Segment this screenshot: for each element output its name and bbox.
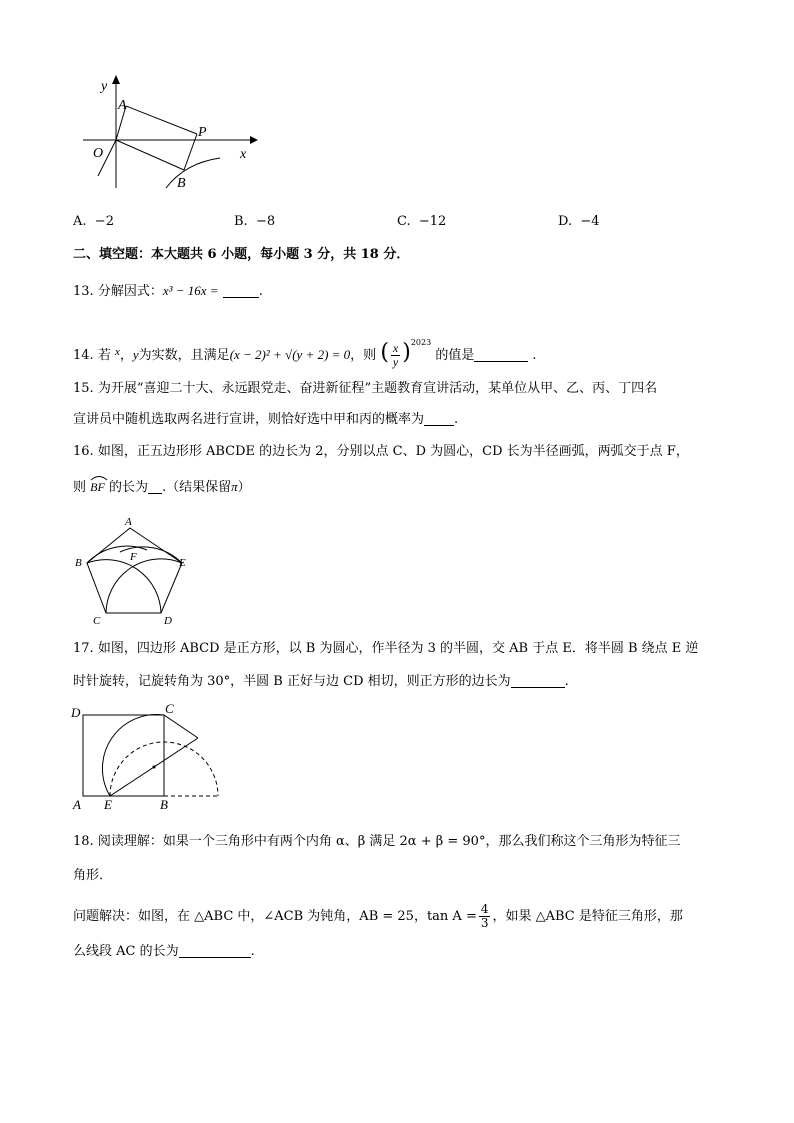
math-expression: x³ − 16x = <box>162 283 219 298</box>
q12-option-d[interactable] <box>558 213 600 231</box>
question-16-line2: 则 BF 的长为 .（结果保留π） <box>73 478 251 497</box>
fig12-A-label: A <box>118 98 127 113</box>
q12-figure <box>80 70 270 195</box>
fig16-B-label: B <box>75 557 82 569</box>
question-15-line2: 宣讲员中随机选取两名进行宣讲，则恰好选中甲和丙的概率为 . <box>73 412 459 427</box>
option-letter: B. <box>234 214 248 229</box>
exponent: 2023 <box>410 338 432 347</box>
question-17-line2: 时针旋转，记旋转角为 30°，半圆 B 正好与边 CD 相切，则正方形的边长为 . <box>73 674 569 689</box>
question-number: 14. <box>73 348 94 363</box>
q16-pentagon-figure <box>70 512 200 630</box>
answer-blank[interactable] <box>223 283 259 298</box>
question-16-line1: 16. 如图，正五边形形 ABCDE 的边长为 2，分别以点 C、D 为圆心，CD 长为半径画弧，两弧交于点 F， <box>73 444 689 459</box>
option-letter: A. <box>73 214 87 229</box>
question-18-line3: 问题解决：如图，在 △ABC 中，∠ACB 为钝角，AB = 25，tan A = $\frac{4}{3}$ ，如果 △ABC 是特征三角形，那 <box>73 902 683 930</box>
question-number: 13. <box>73 284 94 299</box>
fraction-4-3: $\frac{4}{3}$ <box>480 902 489 930</box>
q12-option-a[interactable] <box>73 213 114 231</box>
question-18-line4: 么线段 AC 的长为 . <box>73 944 255 959</box>
arc-bf: BF <box>90 478 105 497</box>
fig12-x-label: x <box>240 147 247 162</box>
answer-blank[interactable] <box>474 347 528 362</box>
question-14: 14. 若 $^x$，y为实数，且满足(x − 2)² + √(y + 2) = 0，则 ( $\frac{x}{y}$ )$^{2023}$ 的值是 . <box>73 338 537 369</box>
math-expression: (x − 2)² + √(y + 2) = 0 <box>229 347 351 362</box>
question-number: 18. <box>73 834 94 849</box>
q12-option-c[interactable] <box>397 213 446 231</box>
question-18-line2: 角形． <box>73 868 113 883</box>
fig17-D-label: D <box>71 705 81 720</box>
fig12-O-label: O <box>93 146 104 161</box>
option-value: −8 <box>255 214 276 229</box>
fig16-D-label: D <box>164 615 172 627</box>
fig16-F-label: F <box>130 551 137 563</box>
option-value: −12 <box>418 214 447 229</box>
section-heading: 二、填空题：本大题共 6 小题，每小题 3 分，共 18 分． <box>73 247 410 262</box>
option-value: −4 <box>580 214 600 229</box>
fraction-xy: ( <box>380 340 389 365</box>
answer-blank[interactable] <box>179 943 251 958</box>
option-letter: C. <box>397 214 411 229</box>
answer-blank[interactable] <box>148 479 162 494</box>
fig16-E-label: E <box>179 557 186 569</box>
question-18-line1: 18. 阅读理解：如果一个三角形中有两个内角 α、β 满足 2α + β = 90°，那么我们称这个三角形为特征三 <box>73 834 681 849</box>
question-number: 16. <box>73 444 94 459</box>
question-number: 15. <box>73 381 94 396</box>
question-13: 13. 分解因式：x³ − 16x = . <box>73 283 263 299</box>
question-number: 17. <box>73 641 94 656</box>
option-value: −2 <box>94 214 114 229</box>
question-lead: 分解因式： <box>97 284 163 299</box>
option-letter: D. <box>558 214 573 229</box>
q17-square-figure <box>70 700 230 812</box>
fig17-B-label: B <box>160 797 168 812</box>
fig16-A-label: A <box>125 516 132 528</box>
fig17-E-label: E <box>104 797 112 812</box>
fig16-C-label: C <box>93 615 101 627</box>
q12-option-b[interactable] <box>234 213 275 231</box>
answer-blank[interactable] <box>511 673 565 688</box>
fig17-A-label: A <box>73 797 81 812</box>
question-17-line1: 17. 如图，四边形 ABCD 是正方形，以 B 为圆心，作半径为 3 的半圆，交 AB 于点 E．将半圆 B 绕点 E 逆 <box>73 641 699 656</box>
question-15-line1: 15. 为开展“喜迎二十大、永远跟党走、奋进新征程”主题教育宣讲活动，某单位从甲、乙、丙、丁四名 <box>73 381 658 396</box>
fig12-P-label: P <box>198 125 207 140</box>
fig17-C-label: C <box>165 701 174 716</box>
fig12-B-label: B <box>177 176 186 191</box>
answer-blank[interactable] <box>424 411 454 426</box>
fig12-y-label: y <box>101 79 108 94</box>
